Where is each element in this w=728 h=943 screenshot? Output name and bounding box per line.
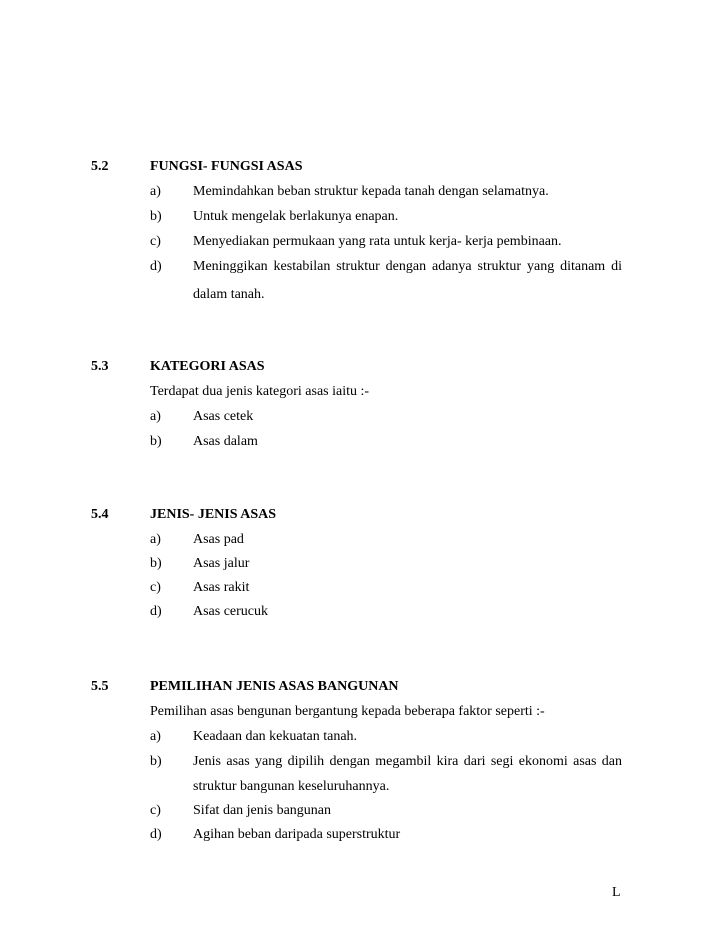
item-letter: d) bbox=[150, 604, 162, 619]
item-letter: b) bbox=[150, 209, 162, 224]
item-letter: a) bbox=[150, 532, 161, 547]
section-title: PEMILIHAN JENIS ASAS BANGUNAN bbox=[150, 679, 399, 694]
section-number: 5.3 bbox=[91, 359, 109, 374]
section-title: KATEGORI ASAS bbox=[150, 359, 265, 374]
item-text-line1: Jenis asas yang dipilih dengan megambil kira dari segi ekonomi asas dan bbox=[193, 754, 622, 769]
item-letter: d) bbox=[150, 259, 162, 274]
item-letter: b) bbox=[150, 556, 162, 571]
item-text: Memindahkan beban struktur kepada tanah dengan selamatnya. bbox=[193, 184, 549, 199]
item-text-line2: struktur bangunan keseluruhannya. bbox=[193, 779, 390, 794]
section-intro: Terdapat dua jenis kategori asas iaitu :- bbox=[150, 384, 370, 399]
item-text: Asas cerucuk bbox=[193, 604, 269, 619]
section-title: JENIS- JENIS ASAS bbox=[150, 507, 277, 522]
item-text-line2: dalam tanah. bbox=[193, 287, 265, 302]
item-letter: a) bbox=[150, 409, 161, 424]
item-letter: c) bbox=[150, 803, 161, 818]
section-title: FUNGSI- FUNGSI ASAS bbox=[150, 159, 303, 174]
section-number: 5.5 bbox=[91, 679, 109, 694]
section-number: 5.2 bbox=[91, 159, 109, 174]
item-text: Agihan beban daripada superstruktur bbox=[193, 827, 401, 842]
item-text: Asas dalam bbox=[193, 434, 258, 449]
item-text: Keadaan dan kekuatan tanah. bbox=[193, 729, 358, 744]
item-text: Asas cetek bbox=[193, 409, 254, 424]
item-letter: a) bbox=[150, 729, 161, 744]
item-letter: c) bbox=[150, 580, 161, 595]
item-text-line1: Meninggikan kestabilan struktur dengan adanya struktur yang ditanam di bbox=[193, 259, 622, 274]
item-letter: b) bbox=[150, 434, 162, 449]
item-text: Menyediakan permukaan yang rata untuk kerja- kerja pembinaan. bbox=[193, 234, 562, 249]
item-text: Sifat dan jenis bangunan bbox=[193, 803, 332, 818]
item-letter: a) bbox=[150, 184, 161, 199]
section-intro: Pemilihan asas bengunan bergantung kepada beberapa faktor seperti :- bbox=[150, 704, 545, 719]
item-letter: c) bbox=[150, 234, 161, 249]
item-letter: b) bbox=[150, 754, 162, 769]
section-number: 5.4 bbox=[91, 507, 109, 522]
item-text: Asas pad bbox=[193, 532, 244, 547]
item-text: Untuk mengelak berlakunya enapan. bbox=[193, 209, 399, 224]
item-text: Asas rakit bbox=[193, 580, 250, 595]
page-number: L bbox=[612, 885, 621, 900]
item-letter: d) bbox=[150, 827, 162, 842]
item-text: Asas jalur bbox=[193, 556, 250, 571]
